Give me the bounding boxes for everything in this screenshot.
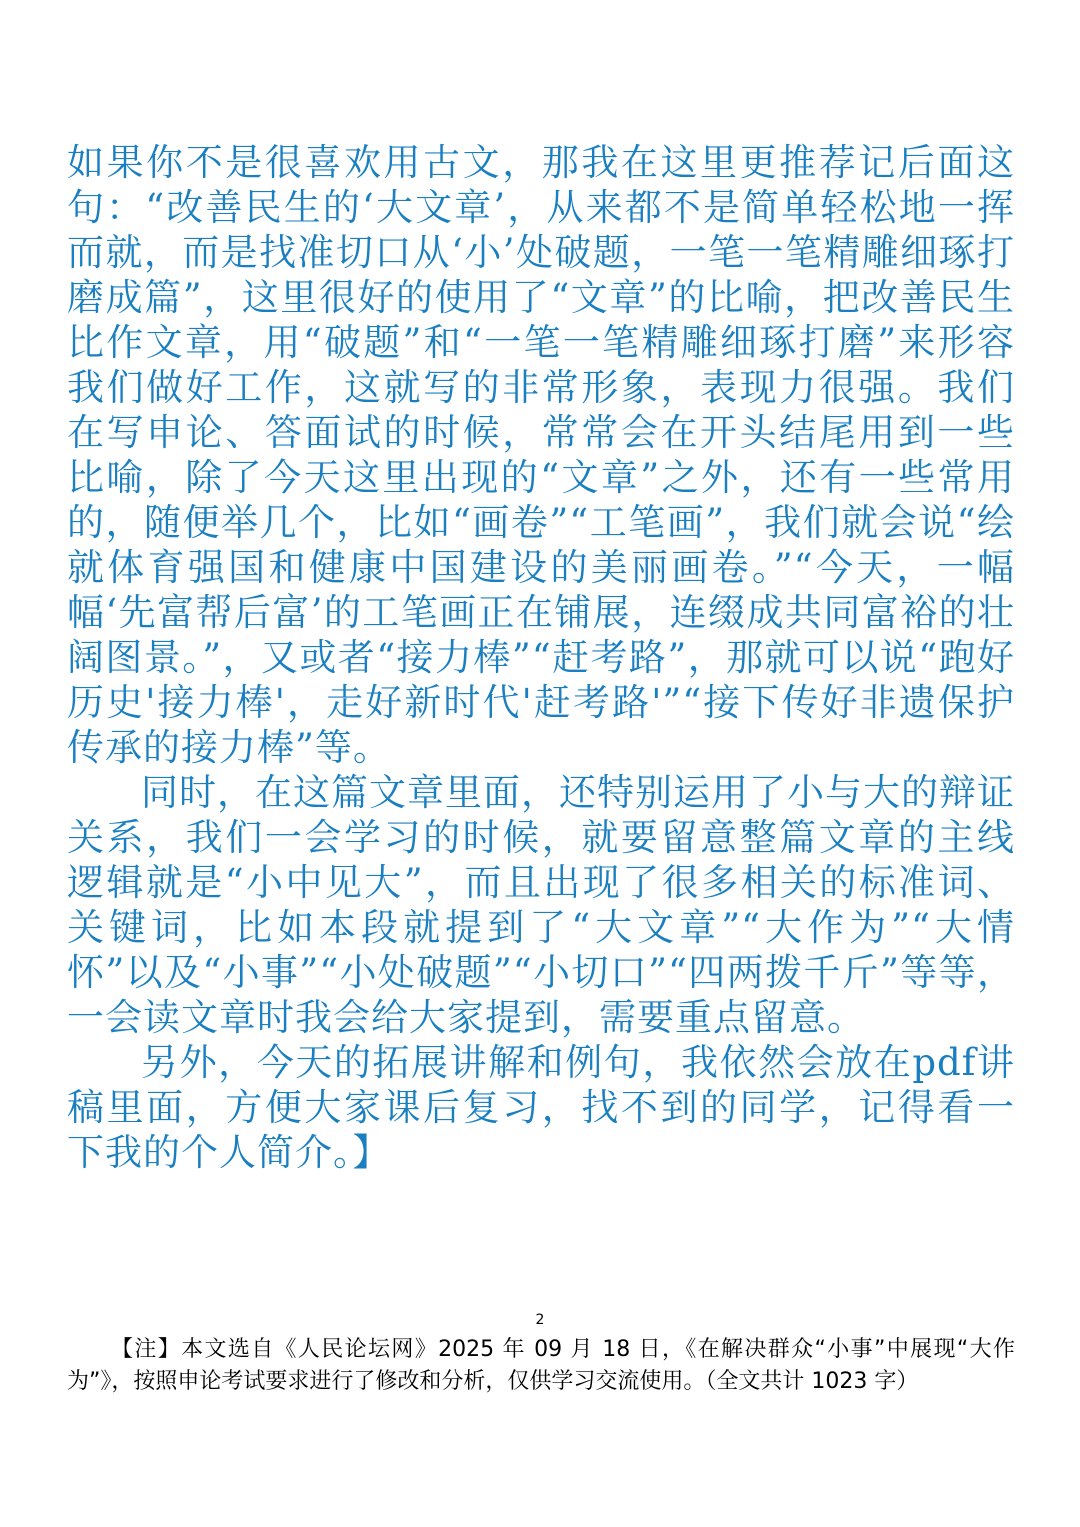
body-paragraph-1: 如果你不是很喜欢用古文，那我在这里更推荐记后面这句：“改善民生的‘大文章’，从来都不是简单轻松地一挥而就，而是找准切口从‘小’处破题，一笔一笔精雕细琢打磨成篇”，这里很好的使用了“文章”的比喻，把改善民生比作文章，用“破题”和“一笔一笔精雕细琢打磨”来形容我们做好工作，这就写的非常形象，表现力很强。我们在写申论、答面试的时候，常常会在开头结尾用到一些比喻，除了今天这里出现的“文章”之外，还有一些常用的，随便举几个，比如“画卷”“工笔画”，我们就会说“绘就体育强国和健康中国建设的美丽画卷。”“今天，一幅幅‘先富帮后富’的工笔画正在铺展，连缀成共同富裕的壮阔图景。”，又或者“接力棒”“赶考路”，那就可以说“跑好历史'接力棒'，走好新时代'赶考路'”“接下传好非遗保护传承的接力棒”等。 — [67, 141, 1015, 769]
source-note-text: 【注】本文选自《人民论坛网》2025 年 09 月 18 日，《在解决群众“小事”中展现“大作为”》，按照申论考试要求进行了修改和分析，仅供学习交流使用。（全文共计 1023 字） — [67, 1337, 1015, 1394]
source-note — [67, 1334, 1015, 1398]
main-text-body — [67, 140, 1015, 1175]
body-paragraph-3: 另外，今天的拓展讲解和例句，我依然会放在pdf讲稿里面，方便大家课后复习，找不到的同学，记得看一下我的个人简介。】 — [67, 1041, 1015, 1174]
body-paragraph-2: 同时，在这篇文章里面，还特别运用了小与大的辩证关系，我们一会学习的时候，就要留意整篇文章的主线逻辑就是“小中见大”，而且出现了很多相关的标准词、关键词，比如本段就提到了“大文章”“大作为”“大情怀”以及“小事”“小处破题”“小切口”“四两拨千斤”等等，一会读文章时我会给大家提到，需要重点留意。 — [67, 771, 1015, 1039]
page-number: 2 — [535, 1312, 545, 1328]
